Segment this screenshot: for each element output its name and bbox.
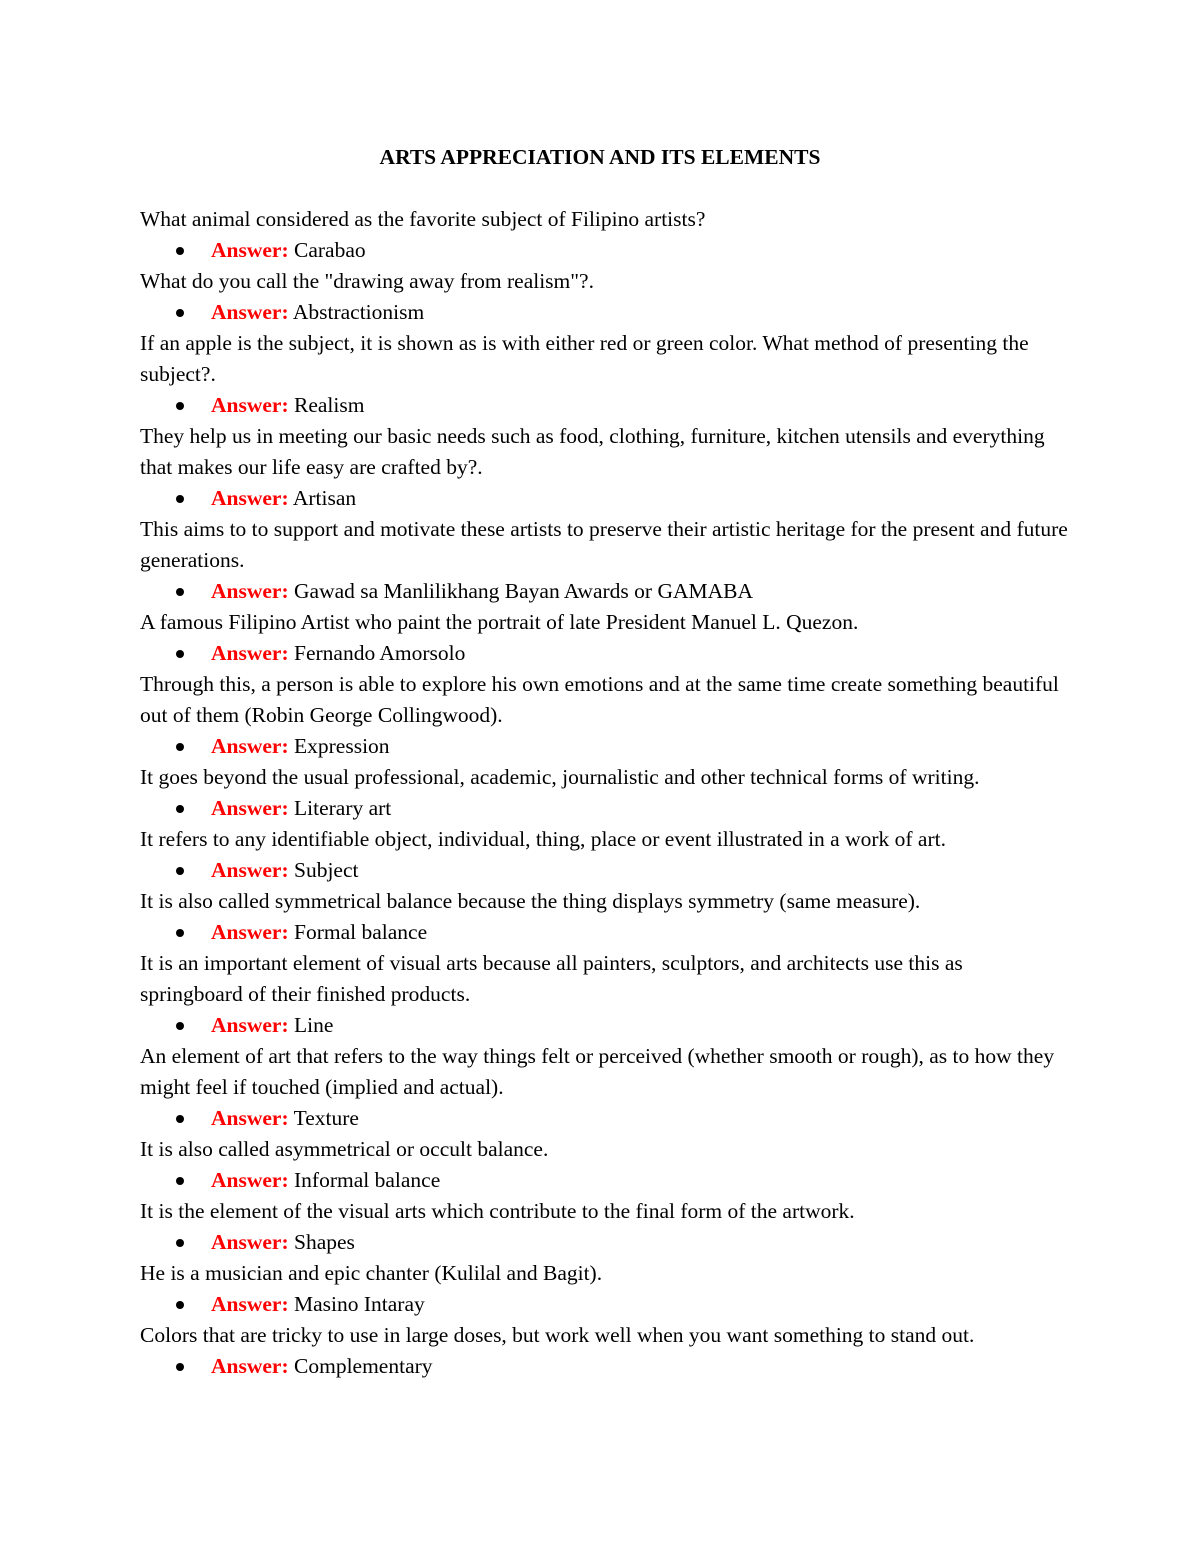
qa-item bbox=[140, 1134, 1070, 1196]
bullet-icon bbox=[176, 1115, 184, 1123]
answer-label: Answer: bbox=[211, 393, 289, 417]
qa-item bbox=[140, 1196, 1070, 1258]
answer-line bbox=[140, 576, 1070, 607]
answer-line bbox=[140, 638, 1070, 669]
answer-value: Gawad sa Manlilikhang Bayan Awards or GAMABA bbox=[294, 579, 754, 603]
answer-value: Texture bbox=[293, 1106, 359, 1130]
qa-item bbox=[140, 607, 1070, 669]
answer-value: Masino Intaray bbox=[294, 1292, 425, 1316]
answer-label: Answer: bbox=[211, 1106, 289, 1130]
bullet-icon bbox=[176, 1022, 184, 1030]
answer-value: Realism bbox=[294, 393, 365, 417]
answer-value: Fernando Amorsolo bbox=[294, 641, 466, 665]
bullet-icon bbox=[176, 1363, 184, 1371]
question-text: This aims to to support and motivate these artists to preserve their artistic heritage for the present and future generations. bbox=[140, 517, 1068, 572]
answer-label: Answer: bbox=[211, 579, 289, 603]
answer-value: Shapes bbox=[294, 1230, 355, 1254]
answer-label: Answer: bbox=[211, 300, 289, 324]
question-text: They help us in meeting our basic needs such as food, clothing, furniture, kitchen utensils and everything that makes our life easy are crafted by?. bbox=[140, 424, 1045, 479]
bullet-icon bbox=[176, 588, 184, 596]
answer-value: Formal balance bbox=[294, 920, 428, 944]
qa-list bbox=[140, 204, 1070, 1382]
answer-label: Answer: bbox=[211, 734, 289, 758]
qa-item bbox=[140, 204, 1070, 266]
answer-line bbox=[140, 917, 1070, 948]
qa-item bbox=[140, 762, 1070, 824]
question-text: It is also called asymmetrical or occult balance. bbox=[140, 1137, 549, 1161]
bullet-icon bbox=[176, 1239, 184, 1247]
qa-item bbox=[140, 1258, 1070, 1320]
answer-value: Informal balance bbox=[294, 1168, 441, 1192]
answer-label: Answer: bbox=[211, 1230, 289, 1254]
bullet-icon bbox=[176, 247, 184, 255]
answer-value: Line bbox=[294, 1013, 334, 1037]
answer-line bbox=[140, 1227, 1070, 1258]
answer-line bbox=[140, 855, 1070, 886]
question-text: What animal considered as the favorite subject of Filipino artists? bbox=[140, 207, 706, 231]
bullet-icon bbox=[176, 495, 184, 503]
bullet-icon bbox=[176, 309, 184, 317]
question-text: A famous Filipino Artist who paint the portrait of late President Manuel L. Quezon. bbox=[140, 610, 859, 634]
qa-item bbox=[140, 328, 1070, 421]
answer-line bbox=[140, 1289, 1070, 1320]
question-text: If an apple is the subject, it is shown as is with either red or green color. What method of presenting the subject?. bbox=[140, 331, 1029, 386]
bullet-icon bbox=[176, 805, 184, 813]
qa-item bbox=[140, 1041, 1070, 1134]
answer-value: Subject bbox=[294, 858, 359, 882]
bullet-icon bbox=[176, 929, 184, 937]
qa-item bbox=[140, 669, 1070, 762]
answer-value: Expression bbox=[294, 734, 390, 758]
bullet-icon bbox=[176, 650, 184, 658]
qa-item bbox=[140, 514, 1070, 607]
bullet-icon bbox=[176, 867, 184, 875]
answer-value: Complementary bbox=[294, 1354, 433, 1378]
question-text: It is an important element of visual arts because all painters, sculptors, and architects use this as springboard of their finished products. bbox=[140, 951, 963, 1006]
question-text: He is a musician and epic chanter (Kulilal and Bagit). bbox=[140, 1261, 603, 1285]
answer-value: Abstractionism bbox=[292, 300, 425, 324]
qa-item bbox=[140, 948, 1070, 1041]
document-title: ARTS APPRECIATION AND ITS ELEMENTS bbox=[379, 145, 821, 169]
question-text: Colors that are tricky to use in large doses, but work well when you want something to stand out. bbox=[140, 1323, 975, 1347]
question-text: It is the element of the visual arts which contribute to the final form of the artwork. bbox=[140, 1199, 855, 1223]
answer-line bbox=[140, 297, 1070, 328]
question-text: It is also called symmetrical balance because the thing displays symmetry (same measure). bbox=[140, 889, 921, 913]
answer-line bbox=[140, 1010, 1070, 1041]
answer-line bbox=[140, 731, 1070, 762]
answer-line bbox=[140, 235, 1070, 266]
answer-label: Answer: bbox=[211, 1354, 289, 1378]
question-text: What do you call the "drawing away from realism"?. bbox=[140, 269, 594, 293]
answer-value: Artisan bbox=[292, 486, 357, 510]
question-text: Through this, a person is able to explore his own emotions and at the same time create something beautiful out of them (Robin George Collingwood). bbox=[140, 672, 1059, 727]
answer-line bbox=[140, 390, 1070, 421]
answer-label: Answer: bbox=[211, 920, 289, 944]
answer-label: Answer: bbox=[211, 1168, 289, 1192]
answer-label: Answer: bbox=[211, 486, 289, 510]
question-text: An element of art that refers to the way things felt or perceived (whether smooth or rough), as to how they might feel if touched (implied and actual). bbox=[140, 1044, 1055, 1099]
question-text: It refers to any identifiable object, individual, thing, place or event illustrated in a work of art. bbox=[140, 827, 946, 851]
answer-label: Answer: bbox=[211, 1292, 289, 1316]
answer-line bbox=[140, 793, 1070, 824]
answer-label: Answer: bbox=[211, 1013, 289, 1037]
qa-item bbox=[140, 421, 1070, 514]
answer-line bbox=[140, 1103, 1070, 1134]
answer-line bbox=[140, 1165, 1070, 1196]
answer-label: Answer: bbox=[211, 796, 289, 820]
answer-label: Answer: bbox=[211, 641, 289, 665]
bullet-icon bbox=[176, 743, 184, 751]
answer-line bbox=[140, 1351, 1070, 1382]
answer-value: Carabao bbox=[294, 238, 366, 262]
qa-item bbox=[140, 824, 1070, 886]
qa-item bbox=[140, 1320, 1070, 1382]
bullet-icon bbox=[176, 1301, 184, 1309]
bullet-icon bbox=[176, 402, 184, 410]
answer-label: Answer: bbox=[211, 238, 289, 262]
answer-label: Answer: bbox=[211, 858, 289, 882]
qa-item bbox=[140, 266, 1070, 328]
answer-line bbox=[140, 483, 1070, 514]
qa-item bbox=[140, 886, 1070, 948]
bullet-icon bbox=[176, 1177, 184, 1185]
answer-value: Literary art bbox=[294, 796, 392, 820]
question-text: It goes beyond the usual professional, academic, journalistic and other technical forms of writing. bbox=[140, 765, 980, 789]
